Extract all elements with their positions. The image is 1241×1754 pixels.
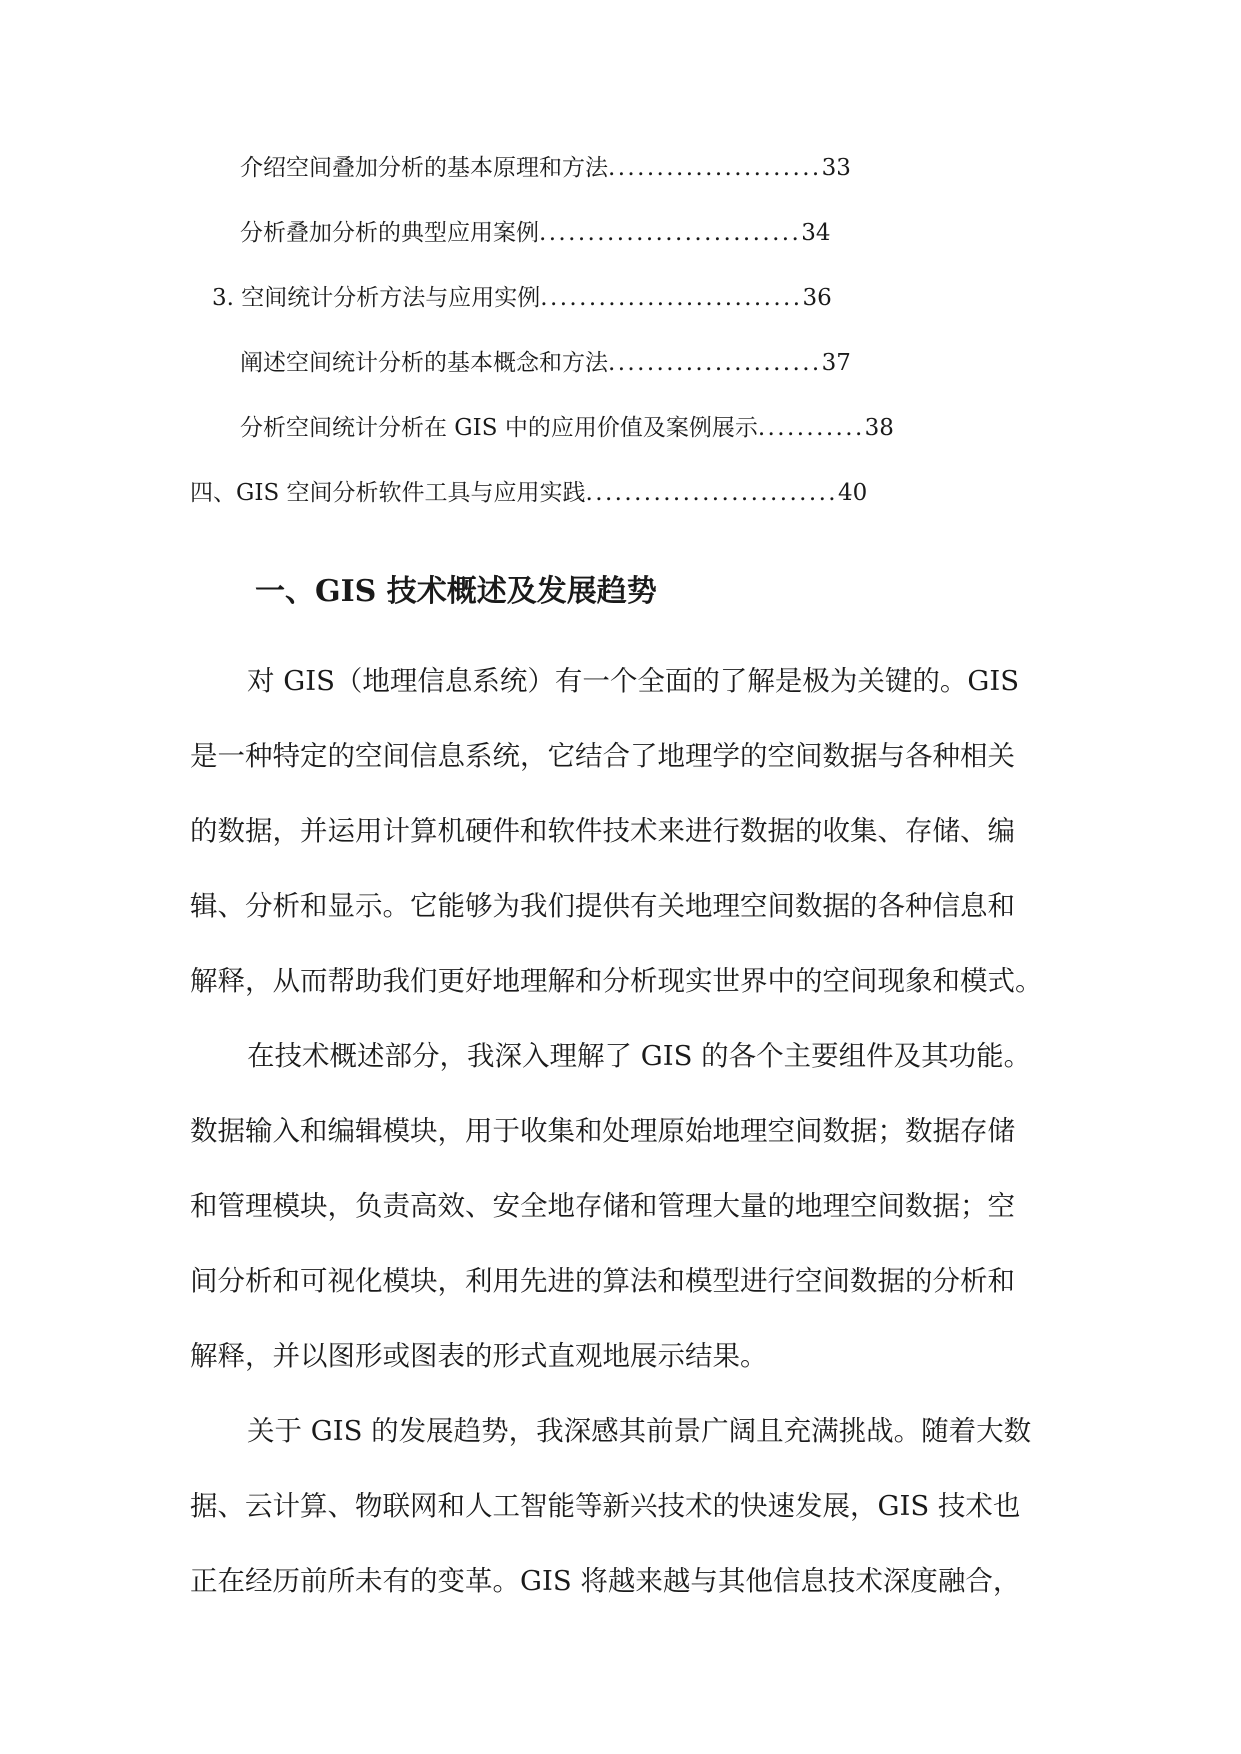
paragraph-line: 据、云计算、物联网和人工智能等新兴技术的快速发展，GIS 技术也 — [190, 1490, 1021, 1522]
toc-entry[interactable] — [240, 218, 830, 248]
paragraph-line: 是一种特定的空间信息系统，它结合了地理学的空间数据与各种相关 — [190, 740, 1015, 772]
toc-entry-title: 阐述空间统计分析的基本概念和方法 — [240, 350, 608, 376]
toc-entry[interactable] — [240, 348, 851, 378]
toc-leader-dots: ........... — [757, 415, 865, 441]
toc-entry-title: 介绍空间叠加分析的基本原理和方法 — [240, 155, 608, 181]
toc-page-number: 33 — [821, 155, 851, 181]
toc-entry[interactable] — [240, 413, 894, 443]
paragraph-line: 关于 GIS 的发展趋势，我深感其前景广阔且充满挑战。随着大数 — [247, 1415, 1032, 1447]
toc-leader-dots: ...................... — [608, 350, 822, 376]
paragraph-line: 正在经历前所未有的变革。GIS 将越来越与其他信息技术深度融合， — [190, 1565, 1021, 1597]
toc-entry-title: 四、GIS 空间分析软件工具与应用实践 — [190, 480, 586, 506]
toc-leader-dots: ...................... — [608, 155, 822, 181]
toc-page-number: 38 — [864, 415, 894, 441]
toc-entry-title: 3. 空间统计分析方法与应用实例 — [212, 285, 541, 311]
paragraph-line: 对 GIS（地理信息系统）有一个全面的了解是极为关键的。GIS — [247, 665, 1020, 697]
toc-entry[interactable] — [240, 153, 851, 183]
paragraph-line: 解释，并以图形或图表的形式直观地展示结果。 — [190, 1340, 768, 1372]
toc-leader-dots: .......................... — [585, 480, 839, 506]
toc-page-number: 34 — [801, 220, 831, 246]
paragraph-line: 间分析和可视化模块，利用先进的算法和模型进行空间数据的分析和 — [190, 1265, 1015, 1297]
toc-entry-title: 分析空间统计分析在 GIS 中的应用价值及案例展示 — [240, 415, 758, 441]
paragraph-line: 解释，从而帮助我们更好地理解和分析现实世界中的空间现象和模式。 — [190, 965, 1043, 997]
paragraph-line: 在技术概述部分，我深入理解了 GIS 的各个主要组件及其功能。 — [247, 1040, 1032, 1072]
toc-leader-dots: ........................... — [539, 220, 802, 246]
toc-page-number: 36 — [802, 285, 832, 311]
paragraph-line: 数据输入和编辑模块，用于收集和处理原始地理空间数据；数据存储 — [190, 1115, 1015, 1147]
section-heading: 一、GIS 技术概述及发展趋势 — [255, 574, 657, 609]
toc-entry[interactable] — [190, 478, 867, 508]
toc-page-number: 40 — [838, 480, 868, 506]
paragraph-line: 辑、分析和显示。它能够为我们提供有关地理空间数据的各种信息和 — [190, 890, 1015, 922]
paragraph-line: 和管理模块，负责高效、安全地存储和管理大量的地理空间数据；空 — [190, 1190, 1015, 1222]
toc-entry-title: 分析叠加分析的典型应用案例 — [240, 220, 539, 246]
toc-leader-dots: ........................... — [540, 285, 803, 311]
paragraph-line: 的数据，并运用计算机硬件和软件技术来进行数据的收集、存储、编 — [190, 815, 1015, 847]
toc-page-number: 37 — [821, 350, 851, 376]
toc-entry[interactable] — [212, 283, 832, 313]
